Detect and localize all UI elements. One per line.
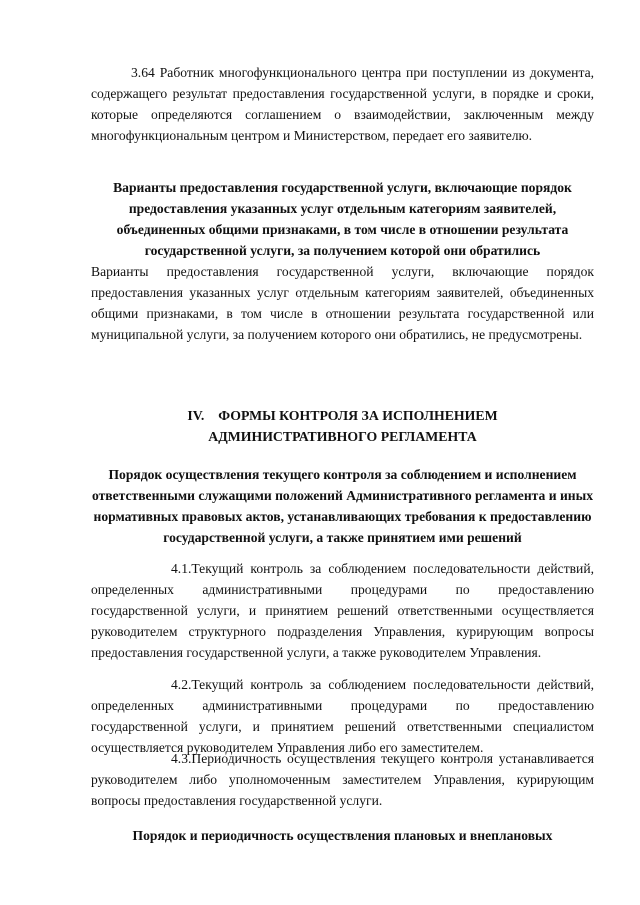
section-heading-planned-control: Порядок и периодичность осуществления плановых и внеплановых [132, 828, 553, 843]
chapter-title-line-2: АДМИНИСТРАТИВНОГО РЕГЛАМЕНТА [208, 429, 477, 444]
paragraph-variants: Варианты предоставления государственной услуги, включающие порядок предоставления указанных услуг отдельным категориям заявителей, объединенных общими признаками, в том числе в отношении результата государственной или муниципальной услуги, за получением которого они обратились, не предусмотрены. [91, 264, 594, 342]
item-number: 4.2. [171, 677, 192, 692]
paragraph-4-3 [91, 749, 594, 812]
item-text: Периодичность осуществления текущего контроля устанавливается руководителем либо уполномоченным заместителем Управления, курирующим вопросы предоставления государственной услуги. [91, 751, 594, 808]
paragraph-4-1 [91, 559, 594, 664]
section-heading-variants: Варианты предоставления государственной услуги, включающие порядок предоставления указанных услуг отдельным категориям заявителей, объединенных общими признаками, в том числе в отношении результата государственной услуги, за получением которой они обратились [113, 180, 572, 258]
item-text: Текущий контроль за соблюдением последовательности действий, определенных административными процедурами по предоставлению государственной услуги, и принятием решений ответственными специалистом осуществляется руководителем Управления либо его заместителем. [91, 677, 594, 755]
item-number: 4.3. [171, 751, 192, 766]
section-heading-current-control: Порядок осуществления текущего контроля за соблюдением и исполнением ответственными служащими положений Административного регламента и иных нормативных правовых актов, устанавливающих требования к предоставлению государственной услуги, а также принятием ими решений [91, 467, 594, 545]
chapter-heading [91, 405, 594, 447]
paragraph-4-2 [91, 675, 594, 759]
paragraph-3-64: 3.64 Работник многофункционального центра при поступлении из документа, содержащего результат предоставления государственной услуги, в порядке и сроки, которые определяются соглашением о взаимодействии, заключенным между многофункциональным центром и Министерством, передает его заявителю. [91, 65, 594, 143]
chapter-title-line-1 [91, 405, 594, 426]
item-text: Текущий контроль за соблюдением последовательности действий, определенных административными процедурами по предоставлению государственной услуги, и принятием решений ответственными осуществляется руководителем структурного подразделения Управления, курирующим вопросы предоставления государственной услуги, а также руководителем Управления. [91, 561, 594, 660]
chapter-number: IV. [187, 408, 205, 423]
chapter-title-part-1: ФОРМЫ КОНТРОЛЯ ЗА ИСПОЛНЕНИЕМ [218, 408, 498, 423]
item-number: 4.1. [171, 561, 192, 576]
